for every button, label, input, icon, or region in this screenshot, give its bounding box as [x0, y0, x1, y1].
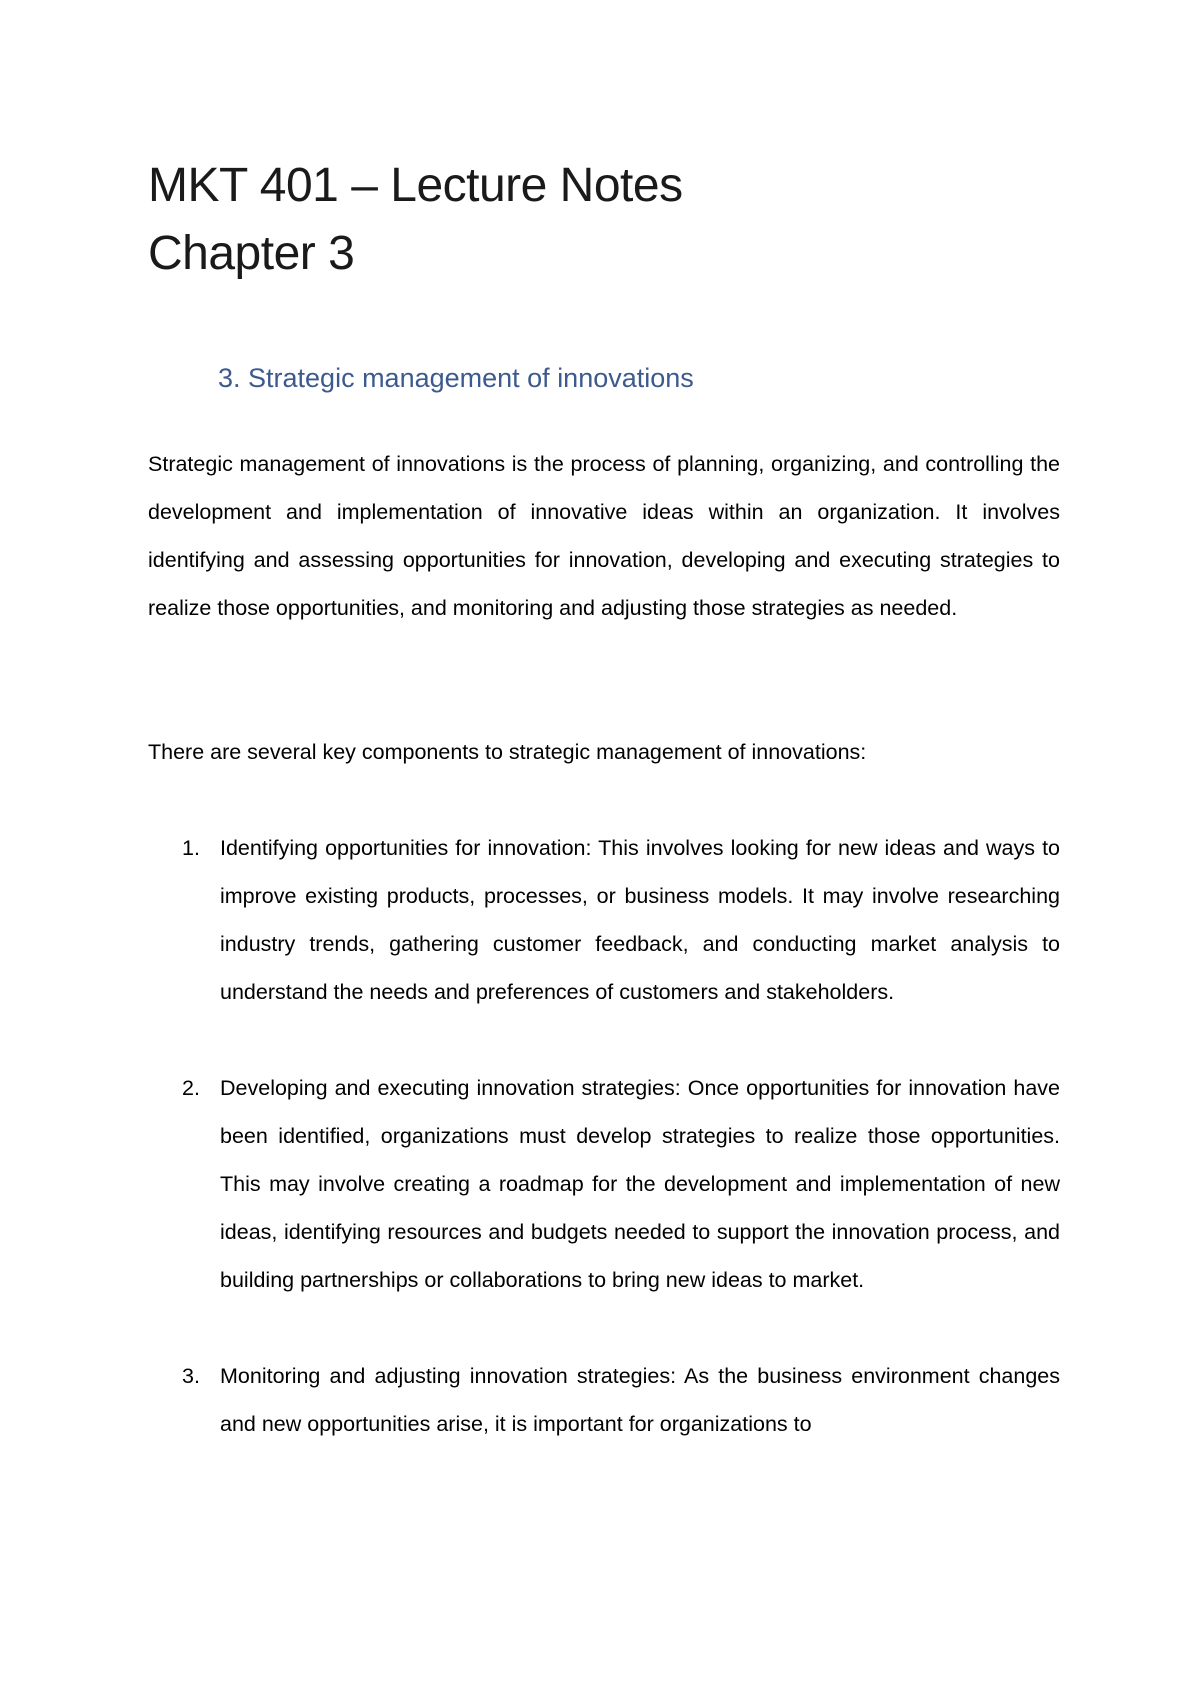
- list-item-text: Monitoring and adjusting innovation strategies: As the business environment changes and new opportunities arise, it is important for organizations to: [220, 1364, 1060, 1436]
- list-item: [148, 1352, 1060, 1448]
- list-item: [148, 824, 1060, 1016]
- components-list: [148, 824, 1060, 1496]
- document-title: [148, 152, 683, 288]
- list-item-number: 2.: [182, 1076, 200, 1100]
- section-heading: 3. Strategic management of innovations: [218, 363, 694, 393]
- intro-paragraph: Strategic management of innovations is the process of planning, organizing, and controlling the development and implementation of innovative ideas within an organization. It involves identifying and assessing opportunities for innovation, developing and executing strategies to realize those opportunities, and monitoring and adjusting those strategies as needed.: [148, 452, 1060, 620]
- list-item-text: Identifying opportunities for innovation: This involves looking for new ideas and ways to improve existing products, processes, or business models. It may involve researching industry trends, gathering customer feedback, and conducting market analysis to understand the needs and preferences of customers and stakeholders.: [220, 836, 1060, 1004]
- list-item-text: Developing and executing innovation strategies: Once opportunities for innovation have been identified, organizations must develop strategies to realize those opportunities. This may involve creating a roadmap for the development and implementation of new ideas, identifying resources and budgets needed to support the innovation process, and building partnerships or collaborations to bring new ideas to market.: [220, 1076, 1060, 1292]
- list-item-number: 3.: [182, 1364, 200, 1388]
- lead-paragraph: There are several key components to strategic management of innovations:: [148, 740, 867, 764]
- title-line-course: MKT 401 – Lecture Notes: [148, 159, 683, 212]
- title-line-chapter: Chapter 3: [148, 227, 355, 280]
- list-item-number: 1.: [182, 836, 200, 860]
- list-item: [148, 1064, 1060, 1304]
